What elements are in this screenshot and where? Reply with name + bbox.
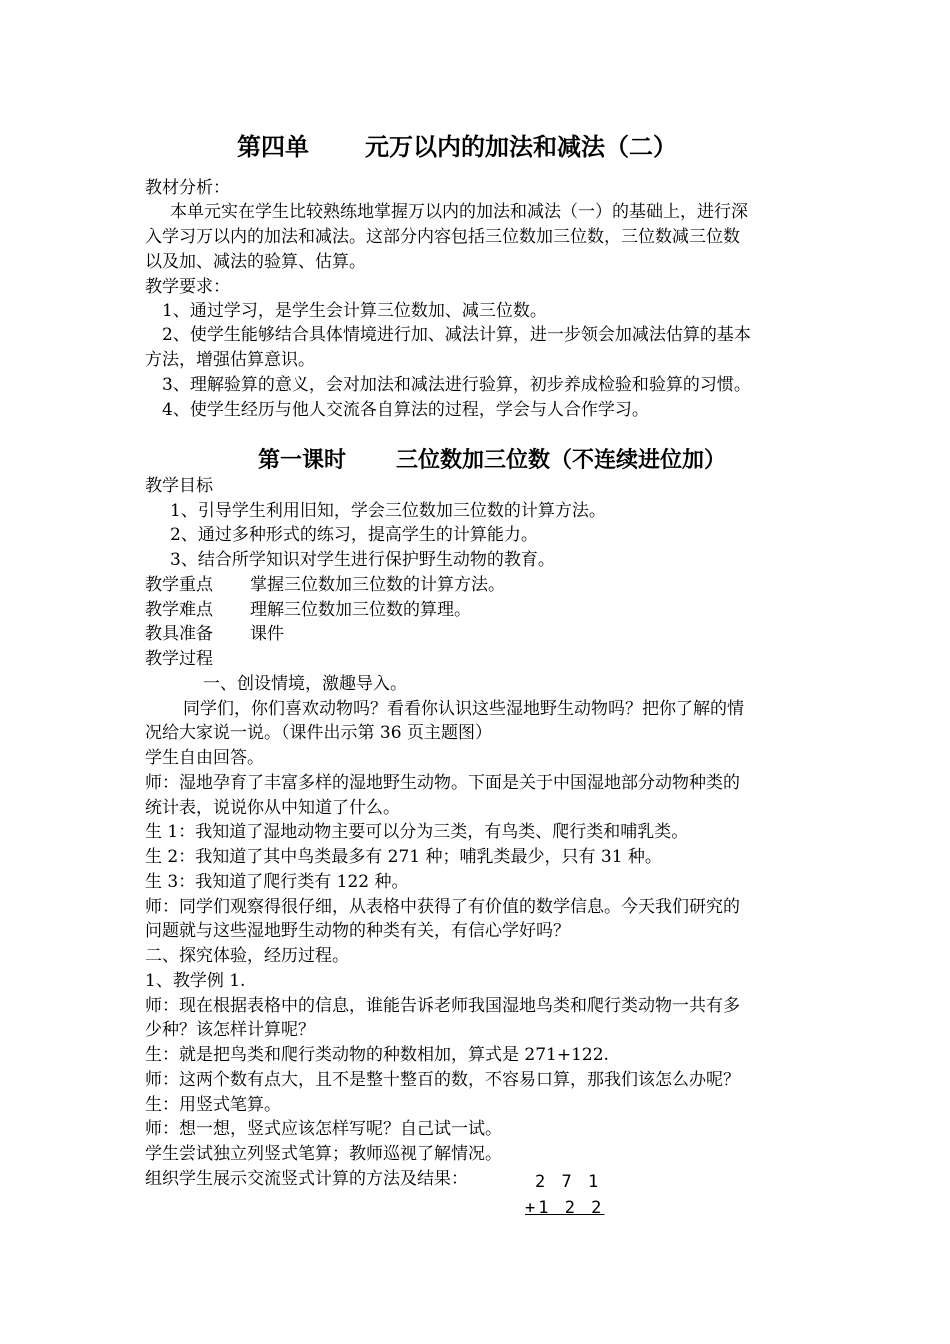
process-line: 二、探究体验，经历过程。 — [145, 946, 349, 966]
process-line: 学生尝试独立列竖式笔算；教师巡视了解情况。 — [145, 1144, 502, 1164]
process-line: 生 3：我知道了爬行类有 122 种。 — [145, 872, 409, 892]
process-line: 况给大家说一说。（课件出示第 36 页主题图） — [145, 723, 492, 743]
process-line: 师：现在根据表格中的信息，谁能告诉老师我国湿地鸟类和爬行类动物一共有多 — [145, 996, 740, 1016]
materials-value: 课件 — [250, 624, 284, 644]
requirement-item: 4、使学生经历与他人交流各自算法的过程，学会与人合作学习。 — [162, 400, 649, 420]
goal-item: 2、通过多种形式的练习，提高学生的计算能力。 — [170, 525, 538, 545]
process-line: 一、创设情境，激趣导入。 — [203, 674, 407, 694]
process-line: 1、教学例 1. — [145, 971, 246, 991]
goal-item: 1、引导学生利用旧知，学会三位数加三位数的计算方法。 — [170, 501, 606, 521]
requirement-item: 2、使学生能够结合具体情境进行加、减法计算，进一步领会加减法估算的基本 — [162, 325, 751, 345]
requirement-item: 方法，增强估算意识。 — [145, 350, 315, 370]
goal-item: 3、结合所学知识对学生进行保护野生动物的教育。 — [170, 550, 555, 570]
process-line: 生：用竖式笔算。 — [145, 1095, 281, 1115]
unit-title-part2: 元万以内的加法和减法（二） — [365, 132, 677, 161]
materials-label: 教具准备 — [145, 624, 213, 644]
process-line: 师：这两个数有点大，且不是整十整百的数，不容易口算，那我们该怎么办呢？ — [145, 1070, 740, 1090]
lesson-title-part2: 三位数加三位数（不连续进位加） — [396, 447, 727, 473]
process-line: 师：同学们观察得很仔细，从表格中获得了有价值的数学信息。今天我们研究的 — [145, 897, 740, 917]
analysis-line: 以及加、减法的验算、估算。 — [145, 252, 366, 272]
vertical-calc-row2: +1 2 2 — [525, 1198, 605, 1218]
process-line: 少种？该怎样计算呢？ — [145, 1020, 315, 1040]
difficulties-row — [145, 598, 471, 622]
difficulties-value: 理解三位数加三位数的算理。 — [250, 600, 471, 620]
analysis-line: 本单元实在学生比较熟练地掌握万以内的加法和减法（一）的基础上，进行深 — [170, 202, 748, 222]
process-line: 生：就是把鸟类和爬行类动物的种数相加，算式是 271+122. — [145, 1045, 609, 1065]
unit-title-part1: 第四单 — [237, 132, 309, 161]
lesson-title-part1: 第一课时 — [258, 447, 347, 473]
goals-heading: 教学目标 — [145, 476, 213, 496]
process-line: 生 1：我知道了湿地动物主要可以分为三类，有鸟类、爬行类和哺乳类。 — [145, 822, 689, 842]
key-points-label: 教学重点 — [145, 575, 213, 595]
process-line: 问题就与这些湿地野生动物的种类有关，有信心学好吗？ — [145, 921, 570, 941]
process-line: 师：想一想，竖式应该怎样写呢？自己试一试。 — [145, 1119, 502, 1139]
requirements-heading: 教学要求： — [145, 277, 230, 297]
requirement-item: 1、通过学习，是学生会计算三位数加、减三位数。 — [162, 301, 547, 321]
requirement-item: 3、理解验算的意义，会对加法和减法进行验算，初步养成检验和验算的习惯。 — [162, 375, 751, 395]
process-line: 统计表，说说你从中知道了什么。 — [145, 798, 400, 818]
process-line: 学生自由回答。 — [145, 748, 264, 768]
process-heading: 教学过程 — [145, 649, 213, 669]
process-line: 生 2：我知道了其中鸟类最多有 271 种；哺乳类最少，只有 31 种。 — [145, 847, 662, 867]
key-points-row — [145, 573, 505, 597]
difficulties-label: 教学难点 — [145, 600, 213, 620]
analysis-line: 入学习万以内的加法和减法。这部分内容包括三位数加三位数，三位数减三位数 — [145, 227, 740, 247]
process-line: 组织学生展示交流竖式计算的方法及结果： — [145, 1169, 468, 1189]
process-line: 师：湿地孕育了丰富多样的湿地野生动物。下面是关于中国湿地部分动物种类的 — [145, 773, 740, 793]
process-line: 同学们，你们喜欢动物吗？看看你认识这些湿地野生动物吗？把你了解的情 — [183, 699, 744, 719]
lesson-title — [258, 445, 726, 475]
materials-row — [145, 622, 284, 646]
vertical-calc-row1: 2 7 1 — [535, 1172, 602, 1192]
key-points-value: 掌握三位数加三位数的计算方法。 — [250, 575, 505, 595]
unit-title — [237, 132, 677, 162]
analysis-heading: 教材分析： — [145, 178, 230, 198]
